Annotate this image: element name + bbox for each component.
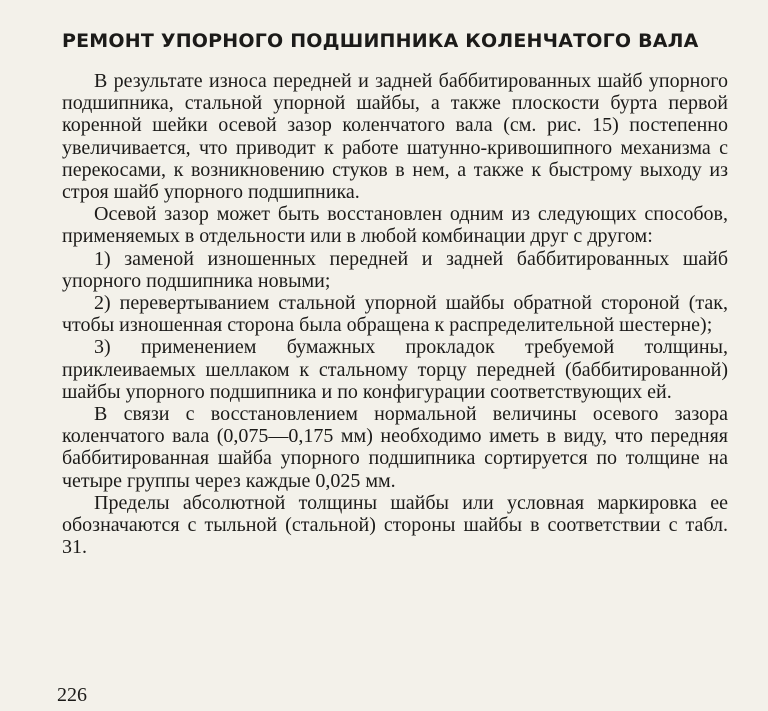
list-item-3: 3) применением бумажных прокладок требуемой толщины, приклеиваемых шеллаком к стальному торцу передней (баббитированной) шайбы упорного подшипника и по конфигурации соответствующих ей. [62, 336, 728, 403]
paragraph-marking: Пределы абсолютной толщины шайбы или условная маркировка ее обозначаются с тыльной (стальной) стороны шайбы в соответствии с табл. 31. [62, 491, 728, 559]
page-number: 226 [57, 684, 87, 706]
list-item-1: 1) заменой изношенных передней и задней баббитированных шайб упорного подшипника новыми; [62, 247, 728, 292]
body-text [62, 70, 728, 558]
list-item-2: 2) перевертыванием стальной упорной шайбы обратной стороной (так, чтобы изношенная сторона была обращена к распределительной шестерне); [62, 292, 728, 337]
paragraph-intro: В результате износа передней и задней баббитированных шайб упорного подшипника, стальной упорной шайбы, а также плоскости бурта первой коренной шейки осевой зазор коленчатого вала (см. рис. 15) постепенно увеличивается, что приводит к работе шатунно-кривошипного механизма с перекосами, к возникновению стуков в нем, а также к быстрому выходу из строя шайб упорного подшипника. [62, 70, 728, 204]
section-title: РЕМОНТ УПОРНОГО ПОДШИПНИКА КОЛЕНЧАТОГО ВАЛА [62, 30, 699, 52]
paragraph-methods: Осевой зазор может быть восстановлен одним из следующих способов, применяемых в отдельности или в любой комбинации друг с другом: [62, 203, 728, 248]
paragraph-clearance: В связи с восстановлением нормальной величины осевого зазора коленчатого вала (0,075—0,175 мм) необходимо иметь в виду, что передняя баббитированная шайба упорного подшипника сортируется по толщине на четыре группы через каждые 0,025 мм. [62, 403, 728, 492]
